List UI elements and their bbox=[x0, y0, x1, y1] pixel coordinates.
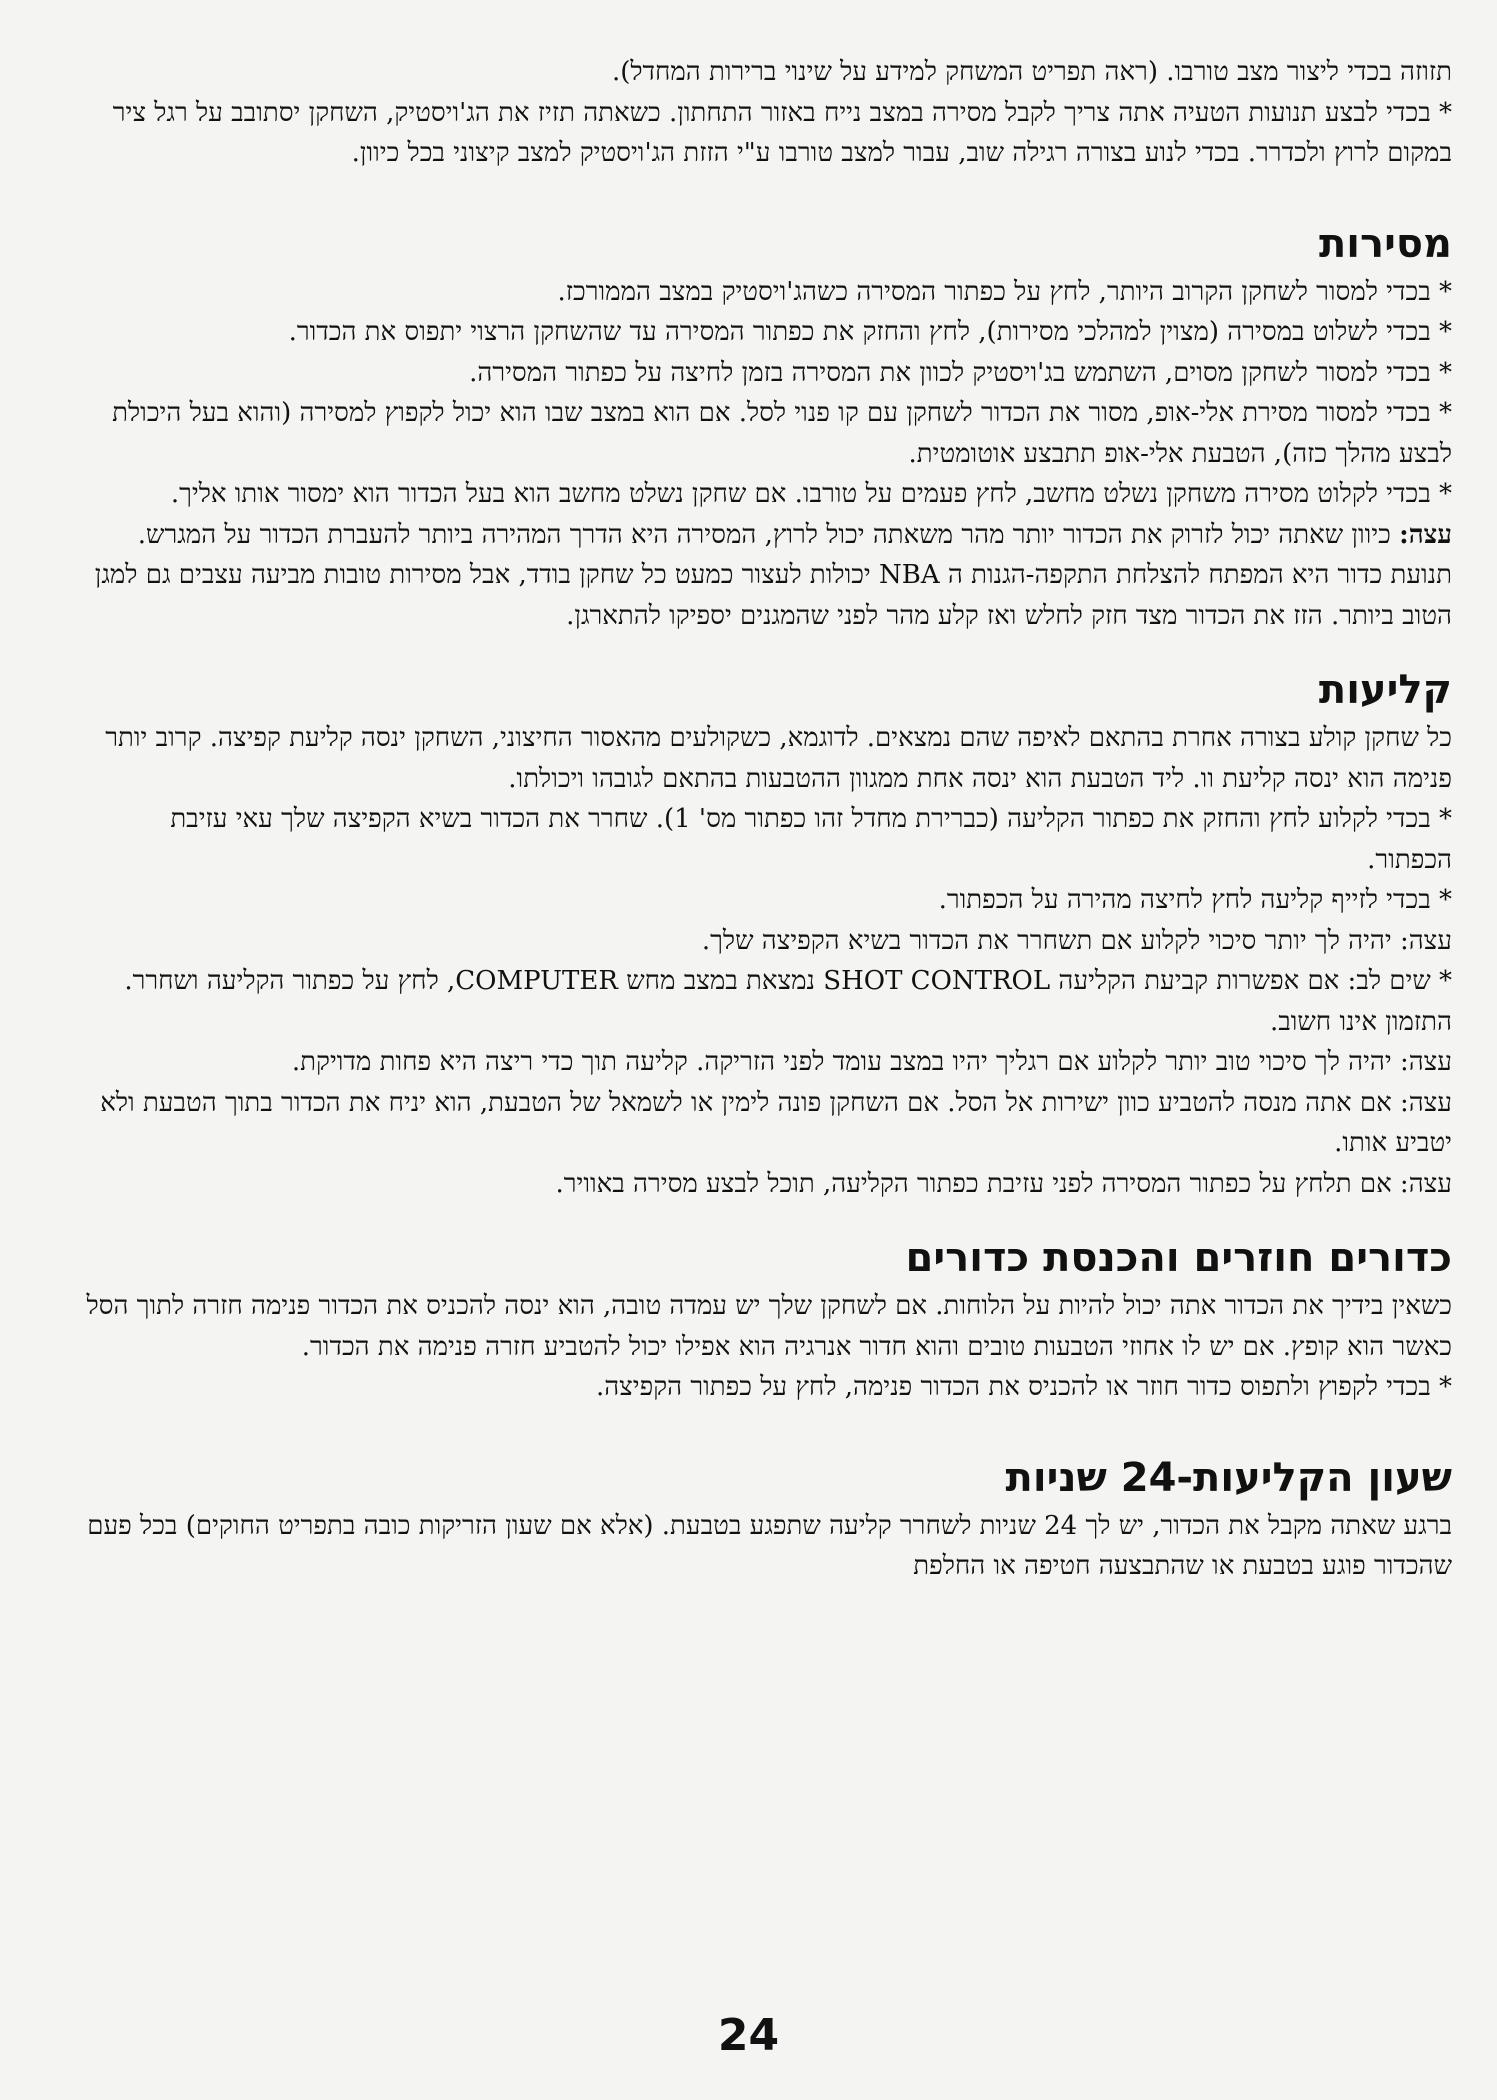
shooting-item: עצה: יהיה לך סיכוי טוב יותר לקלוע אם רגליך יהיו במצב עומד לפני הזריקה. קליעה תוך כדי ריצה היא פחות מדויקת. bbox=[291, 1047, 1452, 1077]
shooting-item: כל שחקן קולע בצורה אחרת בהתאם לאיפה שהם נמצאים. לדוגמא, כשקולעים מהאסור החיצוני, השחקן ינסה קליעת קפיצה. קרוב יותר פנימה הוא ינסה קליעת וו. ליד הטבעת הוא ינסה אחת ממגוון ההטבעות בהתאם לגובהו ויכולתו. bbox=[105, 723, 1452, 794]
tip-text: כיוון שאתה יכול לזרוק את הכדור יותר מהר משאתה יכול לרוץ, המסירה היא הדרך המהירה ביותר להעברת הכדור על המגרש. תנועת כדור היא המפתח להצלחת התקפה-הגנות ה NBA יכולות לעצור כמעט כל שחקן בודד, אבל מסירות טובות מביעה עצבים גם למגן הטוב ביותר. הזז את הכדור מצד חזק לחלש ואז קלע מהר לפני שהמגנים יספיקו להתארגן. bbox=[94, 519, 1452, 631]
shooting-item: * שים לב: אם אפשרות קביעת הקליעה SHOT CONTROL נמצאת במצב מחש COMPUTER, לחץ על כפתור הקליעה ושחרר. התזמון אינו חשוב. bbox=[124, 966, 1452, 1037]
shot-clock-item: ברגע שאתה מקבל את הכדור, יש לך 24 שניות לשחרר קליעה שתפגע בטבעת. (אלא אם שעון הזריקות כובה בתפריט החוקים) בכל פעם שהכדור פוגע בטבעת או שהתבצעה חטיפה או החלפת bbox=[87, 1510, 1452, 1581]
passing-item: * בכדי למסור לשחקן מסוים, השתמש בג'ויסטיק לכוון את המסירה בזמן לחיצה על כפתור המסירה. bbox=[469, 357, 1452, 388]
intro-paragraph: תזוזה בכדי ליצור מצב טורבו. (ראה תפריט המשחק למידע על שינוי ברירות המחדל). bbox=[611, 57, 1452, 87]
shot-clock-heading: שעון הקליעות-24 שניות bbox=[1005, 1454, 1452, 1501]
shooting-item: עצה: יהיה לך יותר סיכוי לקלוע אם תשחרר את הכדור בשיא הקפיצה שלך. bbox=[701, 925, 1452, 956]
shooting-item: עצה: אם תלחץ על כפתור המסירה לפני עזיבת כפתור הקליעה, תוכל לבצע מסירה באוויר. bbox=[555, 1168, 1452, 1199]
rebounds-item: * בכדי לקפוץ ולתפוס כדור חוזר או להכניס את הכדור פנימה, לחץ על כפתור הקפיצה. bbox=[595, 1372, 1452, 1402]
passing-tip bbox=[80, 515, 1452, 637]
manual-page bbox=[80, 52, 1452, 2052]
passing-item: * בכדי לקלוט מסירה משחקן נשלט מחשב, לחץ פעמים על טורבו. אם שחקן נשלט מחשב הוא בעל הכדור הוא ימסור אותו אליך. bbox=[170, 479, 1452, 509]
shooting-item: * בכדי לזייף קליעה לחץ לחיצה מהירה על הכפתור. bbox=[938, 885, 1452, 915]
rebounds-heading: כדורים חוזרים והכנסת כדורים bbox=[905, 1235, 1452, 1281]
intro-paragraph: * בכדי לבצע תנועות הטעיה אתה צריך לקבל מסירה במצב נייח באזור התחתון. כשאתה תזיז את הג'ויסטיק, השחקן יסתובב על רגל ציר במקום לרוץ ולכדרר. בכדי לנוע בצורה רגילה שוב, עבור למצב טורבו ע"י הזזת הג'ויסטיק למצב קיצוני בכל כיוון. bbox=[112, 97, 1452, 168]
shooting-item: * בכדי לקלוע לחץ והחזק את כפתור הקליעה (כברירת מחדל זהו כפתור מס' 1). שחרר את הכדור בשיא הקפיצה שלך עאי עזיבת הכפתור. bbox=[170, 804, 1452, 875]
page-number: 24 bbox=[717, 2010, 780, 2061]
tip-label: עצה: bbox=[1399, 519, 1452, 550]
shooting-heading: קליעות bbox=[1318, 667, 1452, 713]
passing-item: * בכדי למסור מסירת אלי-אופ, מסור את הכדור לשחקן עם קו פנוי לסל. אם הוא במצב שבו הוא יכול לקפוץ למסירה (והוא בעל היכולת לבצע מהלך כזה), הטבעת אלי-אופ תתבצע אוטומטית. bbox=[112, 398, 1452, 469]
rebounds-item: כשאין בידיך את הכדור אתה יכול להיות על הלוחות. אם לשחקן שלך יש עמדה טובה, הוא ינסה להכניס את הכדור פנימה חזרה לתוך הסל כאשר הוא קופץ. אם יש לו אחוזי הטבעות טובים והוא חדור אנרגיה הוא אפילו יכול להטביע חזרה פנימה את הכדור. bbox=[86, 1291, 1452, 1362]
shooting-item: עצה: אם אתה מנסה להטביע כוון ישירות אל הסל. אם השחקן פונה לימין או לשמאל של הטבעת, הוא יניח את הכדור בתוך הטבעת ולא יטביע אותו. bbox=[100, 1087, 1452, 1158]
passing-item: * בכדי למסור לשחקן הקרוב היותר, לחץ על כפתור המסירה כשהג'ויסטיק במצב הממורכז. bbox=[557, 276, 1452, 307]
passing-item: * בכדי לשלוט במסירה (מצוין למהלכי מסירות), לחץ והחזק את כפתור המסירה עד שהשחקן הרצוי יתפוס את הכדור. bbox=[288, 317, 1452, 347]
passing-heading: מסירות bbox=[1318, 220, 1452, 267]
